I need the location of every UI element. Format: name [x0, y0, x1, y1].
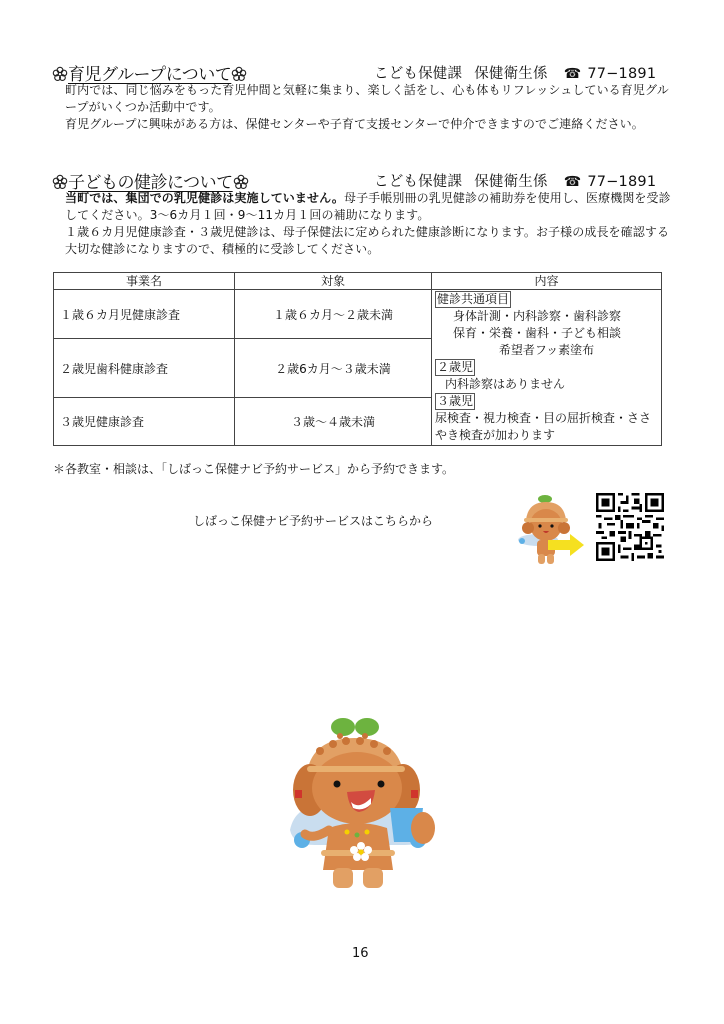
checkup-table	[53, 272, 662, 446]
paragraph: 育児グループに興味がある方は、保健センターや子育て支援センターで仲介できますのでご連絡ください。	[65, 117, 644, 131]
flower-icon	[52, 174, 68, 190]
table-row	[54, 290, 662, 339]
header-content: 内容	[432, 273, 662, 290]
phone-icon: ☎	[563, 66, 582, 82]
phone-icon: ☎	[563, 174, 582, 190]
paragraph: 町内では、同じ悩みをもった育児仲間と気軽に集まり、楽しく話をし、心も体もリフレッシュしている育児グループがいくつか活動中です。	[65, 83, 669, 114]
flower-icon	[52, 66, 68, 82]
age2-label: ２歳児	[437, 360, 474, 374]
paragraph: 当町では、集団での乳児健診は実施していません。母子手帳別冊の乳児健診の補助券を使用し、医療機関を受診してください。3〜6カ月１回・9〜11カ月１回の補助になります。	[65, 191, 671, 222]
phone-number: 77−1891	[587, 66, 657, 82]
qr-code[interactable]	[596, 493, 664, 561]
row-target: ２歳6カ月〜３歳未満	[235, 339, 432, 398]
row-target: １歳６カ月〜２歳未満	[235, 290, 432, 339]
section-name: 保健衛生係	[474, 174, 548, 190]
row-name: ３歳児健康診査	[54, 397, 235, 445]
section2-title: 子どもの健診について	[52, 168, 249, 193]
department: こども保健課	[374, 66, 463, 82]
section2-body	[53, 190, 671, 258]
flower-icon	[231, 66, 247, 82]
section1-contact	[374, 62, 656, 83]
common-item: 身体計測・内科診察・歯科診察	[453, 309, 622, 323]
mascot-pointing-icon	[514, 490, 590, 568]
age3-note: 尿検査・視力検査・目の屈折検査・ささやき検査が加わります	[435, 411, 652, 442]
section2-contact	[374, 170, 656, 191]
row-name: ２歳児歯科健康診査	[54, 339, 235, 398]
age3-label: ３歳児	[437, 394, 474, 408]
reservation-note: ＊各教室・相談は、「しばっこ保健ナビ予約サービス」から予約できます。	[53, 462, 455, 476]
common-item: 保育・栄養・歯科・子ども相談	[453, 326, 622, 340]
age2-note: 内科診察はありません	[445, 377, 566, 391]
phone-number: 77−1891	[587, 174, 657, 190]
bold-statement: 当町では、集団での乳児健診は実施していません。	[65, 191, 345, 205]
common-label: 健診共通項目	[437, 292, 510, 306]
content-cell	[432, 290, 662, 446]
section1-title: 育児グループについて	[52, 60, 247, 85]
row-target: ３歳〜４歳未満	[235, 397, 432, 445]
header-target: 対象	[235, 273, 432, 290]
row-name: １歳６カ月児健康診査	[54, 290, 235, 339]
header-name: 事業名	[54, 273, 235, 290]
section1-body	[53, 82, 671, 133]
flower-icon	[233, 174, 249, 190]
reservation-link-text[interactable]: しばっこ保健ナビ予約サービスはこちらから	[193, 514, 434, 528]
mascot-cup-icon	[285, 710, 435, 890]
paragraph: １歳６カ月児健康診査・３歳児健診は、母子保健法に定められた健康診断になります。お子様の成長を確認する大切な健診になりますので、積極的に受診してください。	[65, 225, 670, 256]
section-name: 保健衛生係	[474, 66, 548, 82]
common-item: 希望者フッ素塗布	[498, 343, 595, 357]
page-number: 16	[352, 946, 369, 961]
table-header-row	[54, 273, 662, 290]
department: こども保健課	[374, 174, 463, 190]
